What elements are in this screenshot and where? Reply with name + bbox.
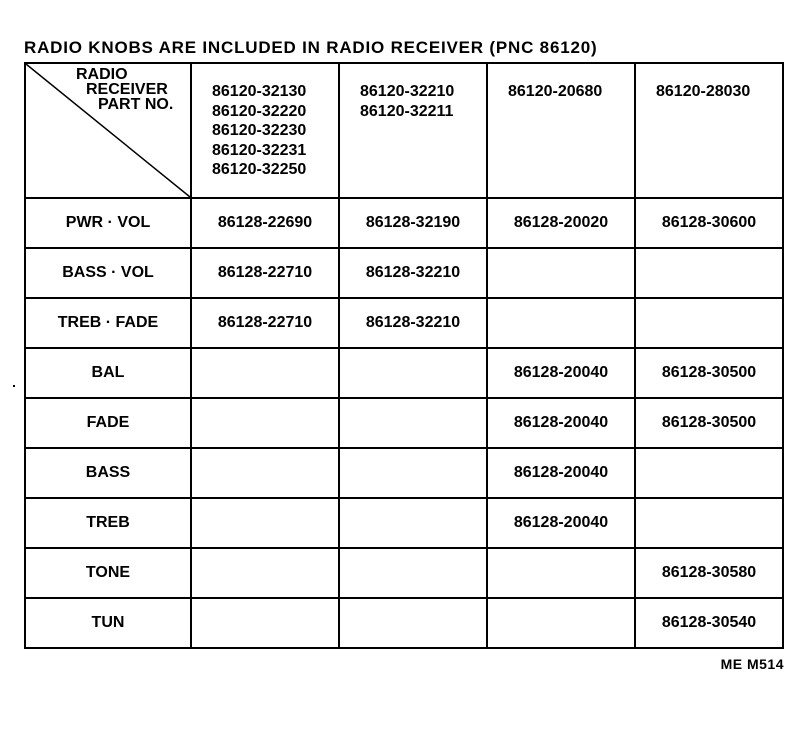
knob-label: TREB xyxy=(25,498,191,548)
receiver-column-2 xyxy=(339,63,487,198)
knob-part-number xyxy=(635,298,783,348)
knob-label: TONE xyxy=(25,548,191,598)
knob-part-number: 86128-20040 xyxy=(487,448,635,498)
knob-part-number: 86128-22690 xyxy=(191,198,339,248)
knob-part-number xyxy=(191,348,339,398)
knob-part-number: 86128-20040 xyxy=(487,348,635,398)
knob-part-number: 86128-20020 xyxy=(487,198,635,248)
knob-label: BASS · VOL xyxy=(25,248,191,298)
knob-part-number xyxy=(191,448,339,498)
receiver-part-number: 86120-32130 xyxy=(212,83,307,100)
knob-part-number xyxy=(191,498,339,548)
knob-part-number: 86128-30540 xyxy=(635,598,783,648)
knob-label: FADE xyxy=(25,398,191,448)
knob-part-number: 86128-32190 xyxy=(339,198,487,248)
corner-header-cell xyxy=(25,63,191,198)
knob-part-number xyxy=(635,498,783,548)
table-row xyxy=(25,448,783,498)
knob-part-number xyxy=(191,398,339,448)
table-row xyxy=(25,598,783,648)
knob-part-number xyxy=(487,298,635,348)
knob-part-number xyxy=(339,448,487,498)
table-row xyxy=(25,248,783,298)
knob-part-number xyxy=(487,248,635,298)
knob-part-number: 86128-22710 xyxy=(191,298,339,348)
table-row xyxy=(25,548,783,598)
knob-label: TUN xyxy=(25,598,191,648)
knob-part-number xyxy=(339,548,487,598)
knob-parts-table xyxy=(24,62,784,649)
knob-label: BASS xyxy=(25,448,191,498)
stray-dot xyxy=(13,385,15,387)
receiver-column-3 xyxy=(487,63,635,198)
knob-part-number: 86128-20040 xyxy=(487,398,635,448)
knob-part-number: 86128-30580 xyxy=(635,548,783,598)
knob-part-number: 86128-32210 xyxy=(339,298,487,348)
knob-label: BAL xyxy=(25,348,191,398)
corner-line-3: PART NO. xyxy=(98,96,174,113)
knob-part-number: 86128-30500 xyxy=(635,348,783,398)
receiver-part-number: 86120-28030 xyxy=(656,83,751,100)
knob-part-number: 86128-32210 xyxy=(339,248,487,298)
knob-label: PWR · VOL xyxy=(25,198,191,248)
table-row xyxy=(25,398,783,448)
receiver-part-number: 86120-32230 xyxy=(212,122,307,139)
knob-part-number: 86128-30600 xyxy=(635,198,783,248)
knob-part-number xyxy=(191,598,339,648)
receiver-part-number: 86120-32211 xyxy=(360,102,454,120)
table-title: RADIO KNOBS ARE INCLUDED IN RADIO RECEIVER (PNC 86120) xyxy=(24,38,598,57)
knob-part-number: 86128-20040 xyxy=(487,498,635,548)
corner-line-2: RECEIVER xyxy=(86,81,168,98)
header-row xyxy=(25,63,783,198)
knob-label: TREB · FADE xyxy=(25,298,191,348)
corner-line-1: RADIO xyxy=(76,66,128,83)
corner-header-label xyxy=(48,67,173,112)
receiver-part-number: 86120-32250 xyxy=(212,161,307,178)
table-row xyxy=(25,498,783,548)
knob-part-number xyxy=(191,548,339,598)
knob-part-number: 86128-30500 xyxy=(635,398,783,448)
table-row xyxy=(25,198,783,248)
knob-part-number xyxy=(487,548,635,598)
figure-code: ME M514 xyxy=(720,656,784,672)
knob-part-number xyxy=(487,598,635,648)
receiver-column-1 xyxy=(191,63,339,198)
knob-part-number xyxy=(635,448,783,498)
knob-part-number xyxy=(339,598,487,648)
receiver-column-4 xyxy=(635,63,783,198)
knob-part-number xyxy=(339,498,487,548)
knob-part-number xyxy=(635,248,783,298)
receiver-part-number: 86120-32210 xyxy=(360,83,455,100)
receiver-part-number: 86120-20680 xyxy=(508,83,603,100)
table-row xyxy=(25,348,783,398)
knob-part-number: 86128-22710 xyxy=(191,248,339,298)
knob-part-number xyxy=(339,348,487,398)
receiver-part-number: 86120-32231 xyxy=(212,141,307,159)
receiver-part-number: 86120-32220 xyxy=(212,102,307,120)
table-row xyxy=(25,298,783,348)
knob-part-number xyxy=(339,398,487,448)
